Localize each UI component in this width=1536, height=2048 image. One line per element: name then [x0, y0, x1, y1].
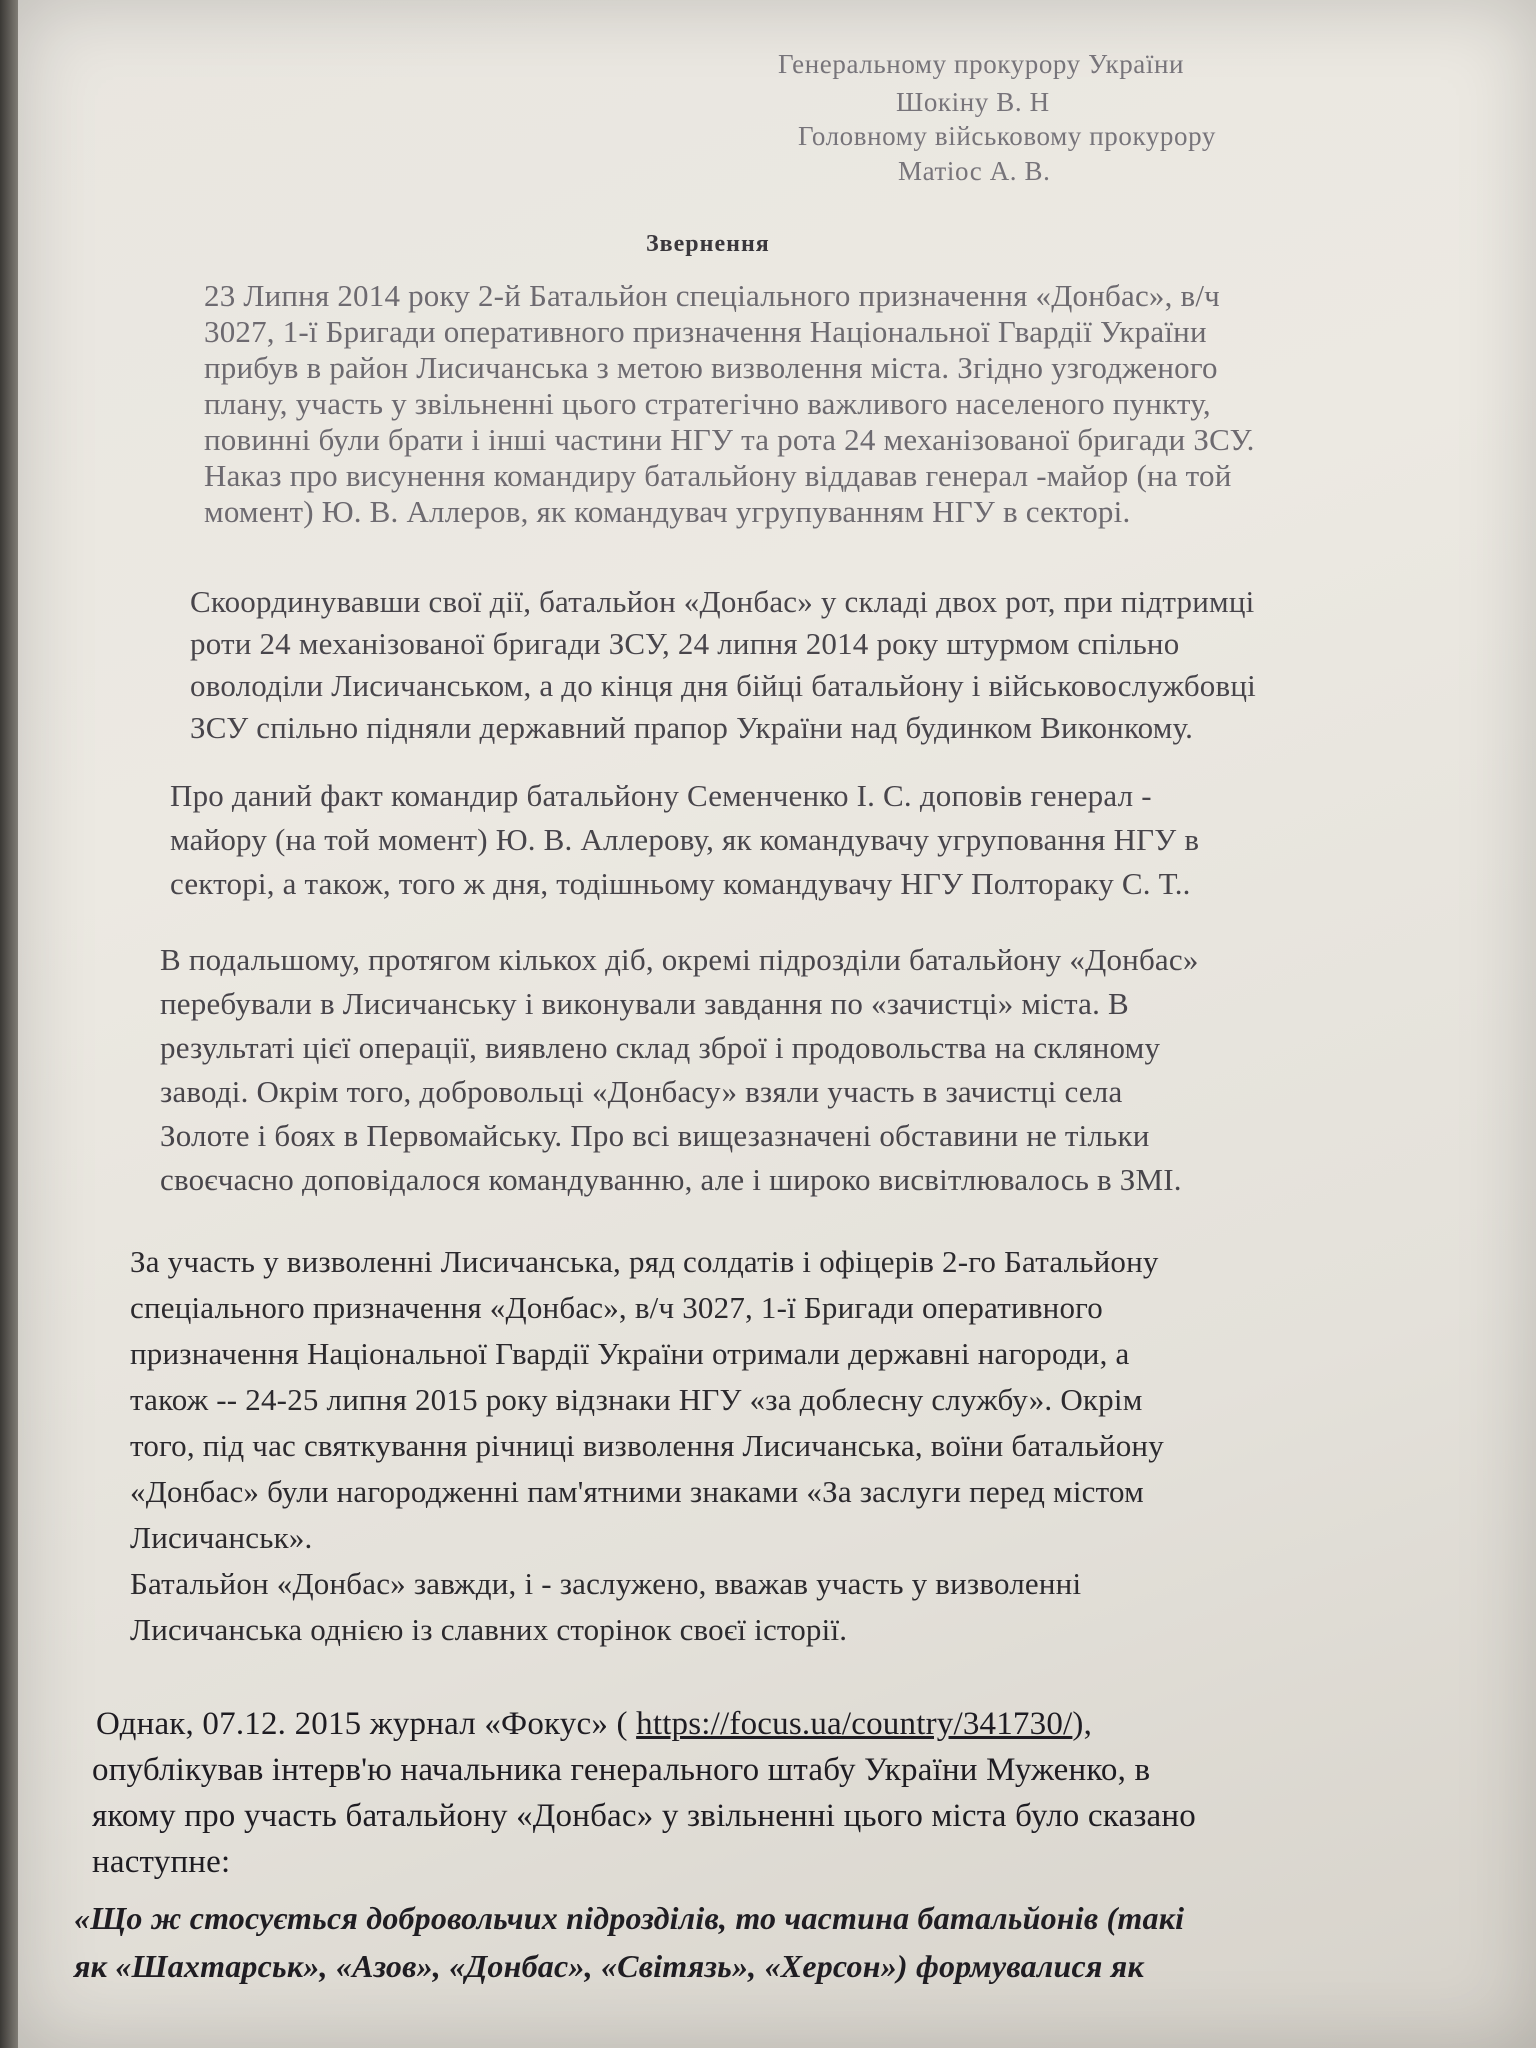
addressee-line-1: Генеральному прокурору України: [778, 49, 1185, 79]
paragraph-2-line: оволоділи Лисичанськом, а до кінця дня бійці батальйону і військовослужбовці: [190, 668, 1256, 703]
quote-line: «Що ж стосується добровольчих підрозділів, то частина батальйонів (такі: [74, 1900, 1185, 1936]
paragraph-1-line: прибув в район Лисичанська з метою визволення міста. Згідно узгодженого: [204, 350, 1218, 385]
paragraph-3-line: секторі, а також, того ж дня, тодішньому командувачу НГУ Полтораку С. Т..: [170, 866, 1191, 901]
paragraph-5-line: За участь у визволенні Лисичанська, ряд солдатів і офіцерів 2-го Батальйону: [130, 1244, 1159, 1279]
paragraph-4-line: своєчасно доповідалося командуванню, але і широко висвітлювалось в ЗМІ.: [160, 1162, 1182, 1197]
paragraph-1-line: 3027, 1-ї Бригади оперативного призначення Національної Гвардії України: [204, 314, 1207, 349]
paragraph-3-line: майору (на той момент) Ю. В. Аллерову, як командувачу угруповання НГУ в: [170, 822, 1200, 857]
paragraph-5-line: призначення Національної Гвардії України отримали державні нагороди, а: [130, 1336, 1130, 1371]
paragraph-2-line: роти 24 механізованої бригади ЗСУ, 24 липня 2014 року штурмом спільно: [190, 626, 1180, 661]
paragraph-1-line: плану, участь у звільненні цього стратегічно важливого населеного пункту,: [204, 386, 1211, 421]
paragraph-5-line: Лисичанська однією із славних сторінок своєї історії.: [130, 1612, 848, 1647]
paragraph-3-line: Про даний факт командир батальйону Семенченко І. С. доповів генерал -: [170, 778, 1152, 813]
paragraph-2-line: Скоординувавши свої дії, батальйон «Донбас» у складі двох рот, при підтримці: [190, 584, 1255, 619]
paragraph-5-line: також -- 24-25 липня 2015 року відзнаки НГУ «за доблесну службу». Окрім: [130, 1382, 1143, 1417]
focus-article-link[interactable]: https://focus.ua/country/341730/: [636, 1706, 1073, 1742]
document-sheet: [18, 0, 1536, 2048]
paragraph-4-line: результаті цієї операції, виявлено склад зброї і продовольства на скляному: [160, 1030, 1161, 1065]
paragraph-4-line: Золоте і боях в Первомайську. Про всі вищезазначені обставини не тільки: [160, 1118, 1150, 1153]
document-title: Звернення: [646, 231, 770, 257]
paragraph-1-line: 23 Липня 2014 року 2-й Батальйон спеціального призначення «Донбас», в/ч: [204, 278, 1220, 313]
paragraph-1-line: Наказ про висунення командиру батальйону віддавав генерал -майор (на той: [204, 458, 1232, 493]
paragraph-5-line: Лисичанськ».: [130, 1520, 313, 1555]
paragraph-4-line: перебували в Лисичанську і виконували завдання по «зачистці» міста. В: [160, 986, 1129, 1021]
paragraph-6-suffix: ),: [1072, 1706, 1093, 1742]
paragraph-5-line: спеціального призначення «Донбас», в/ч 3027, 1-ї Бригади оперативного: [130, 1290, 1103, 1325]
paragraph-5-line: того, під час святкування річниці визволення Лисичанська, воїни батальйону: [130, 1428, 1164, 1463]
addressee-line-4: Матіос А. В.: [898, 156, 1051, 186]
paragraph-1-line: повинні були брати і інші частини НГУ та рота 24 механізованої бригади ЗСУ.: [204, 422, 1255, 457]
paragraph-6-line: опублікував інтерв'ю начальника генерального штабу України Муженко, в: [92, 1752, 1151, 1788]
quote-line: як «Шахтарськ», «Азов», «Донбас», «Світязь», «Херсон») формувалися як: [74, 1948, 1144, 1984]
addressee-line-2: Шокіну В. Н: [896, 87, 1050, 117]
paragraph-5-line: «Донбас» були нагородженні пам'ятними знаками «За заслуги перед містом: [130, 1474, 1144, 1509]
paragraph-1-line: момент) Ю. В. Аллеров, як командувач угрупуванням НГУ в секторі.: [204, 494, 1131, 529]
paragraph-6-line: якому про участь батальйону «Донбас» у звільненні цього міста було сказано: [92, 1798, 1196, 1834]
paragraph-2-line: ЗСУ спільно підняли державний прапор України над будинком Виконкому.: [190, 710, 1194, 745]
paragraph-6-first-line: [96, 1706, 1092, 1742]
paragraph-5-line: Батальйон «Донбас» завжди, і - заслужено, вважав участь у визволенні: [130, 1566, 1082, 1601]
paragraph-4-line: В подальшому, протягом кількох діб, окремі підрозділи батальйону «Донбас»: [160, 942, 1199, 977]
paragraph-4-line: заводі. Окрім того, добровольці «Донбасу» взяли участь в зачистці села: [160, 1074, 1123, 1109]
paragraph-6-prefix: Однак, 07.12. 2015 журнал «Фокус» (: [96, 1706, 637, 1742]
addressee-line-3: Головному військовому прокурору: [798, 121, 1216, 151]
paragraph-6-line: наступне:: [92, 1844, 231, 1880]
